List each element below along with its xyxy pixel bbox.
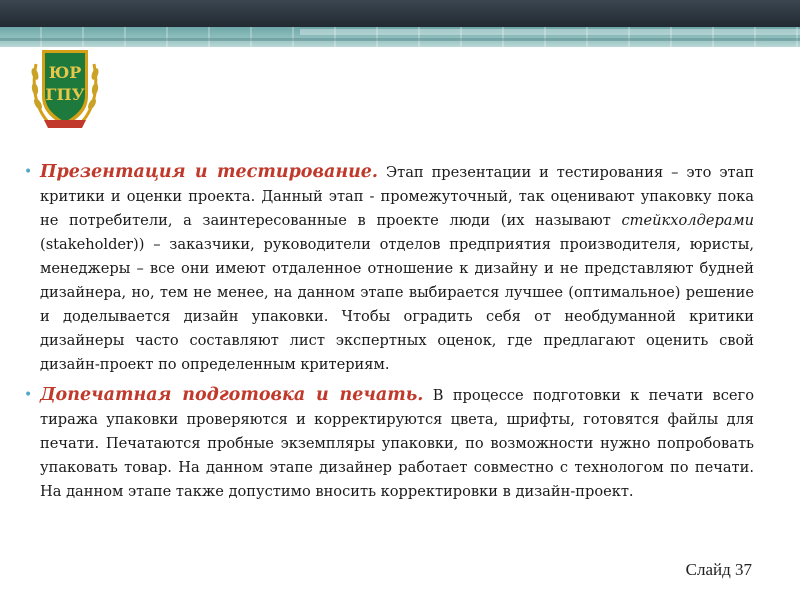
bullet-icon: • <box>24 387 33 403</box>
paragraph-text-continued: (stakeholder)) – заказчики, руководители отделов предприятия производителя, юристы, менеджеры – все они имеют отдаленное отношение к дизайну и не представляют будней дизайнера, но, тем не менее, на данном этапе выбирается лучшее (оптимальное) решение и доделывается дизайн упаковки. Чтобы оградить себя от необдуманной критики дизайнеры часто составляют лист экспертных оценок, где предлагают оценить свой дизайн-проект по определенным критериям. <box>40 236 754 373</box>
slide-number: Слайд 37 <box>685 560 752 579</box>
top-bar <box>0 0 800 27</box>
paragraph-presentation <box>24 160 754 377</box>
paragraph-prepress <box>24 383 754 504</box>
decorative-stripes <box>0 27 800 47</box>
stripe-line <box>0 38 800 41</box>
svg-text:ГПУ: ГПУ <box>45 85 85 104</box>
bullet-icon: • <box>24 164 33 180</box>
university-crest-icon <box>30 44 100 134</box>
paragraph-heading: Презентация и тестирование. <box>40 162 379 182</box>
stripe-highlight <box>300 29 800 35</box>
paragraph-term: стейкхолдерами <box>621 212 754 229</box>
paragraph-text: Этап презентации и тестирования – это этап критики и оценки проекта. Данный этап - промежуточный, так оценивают упаковку пока не потребители, а заинтересованные в проекте люди (их называют <box>40 164 754 229</box>
svg-text:ЮР: ЮР <box>48 63 82 82</box>
paragraph-text: В процессе подготовки к печати всего тиража упаковки проверяются и корректируются цвета, шрифты, готовятся файлы для печати. Печатаются пробные экземпляры упаковки, по возможности нужно попробовать упаковать товар. На данном этапе дизайнер работает совместно с технологом по печати. На данном этапе также допустимо вносить корректировки в дизайн-проект. <box>40 387 754 500</box>
paragraph-heading: Допечатная подготовка и печать. <box>40 385 424 405</box>
slide-content <box>24 160 754 510</box>
